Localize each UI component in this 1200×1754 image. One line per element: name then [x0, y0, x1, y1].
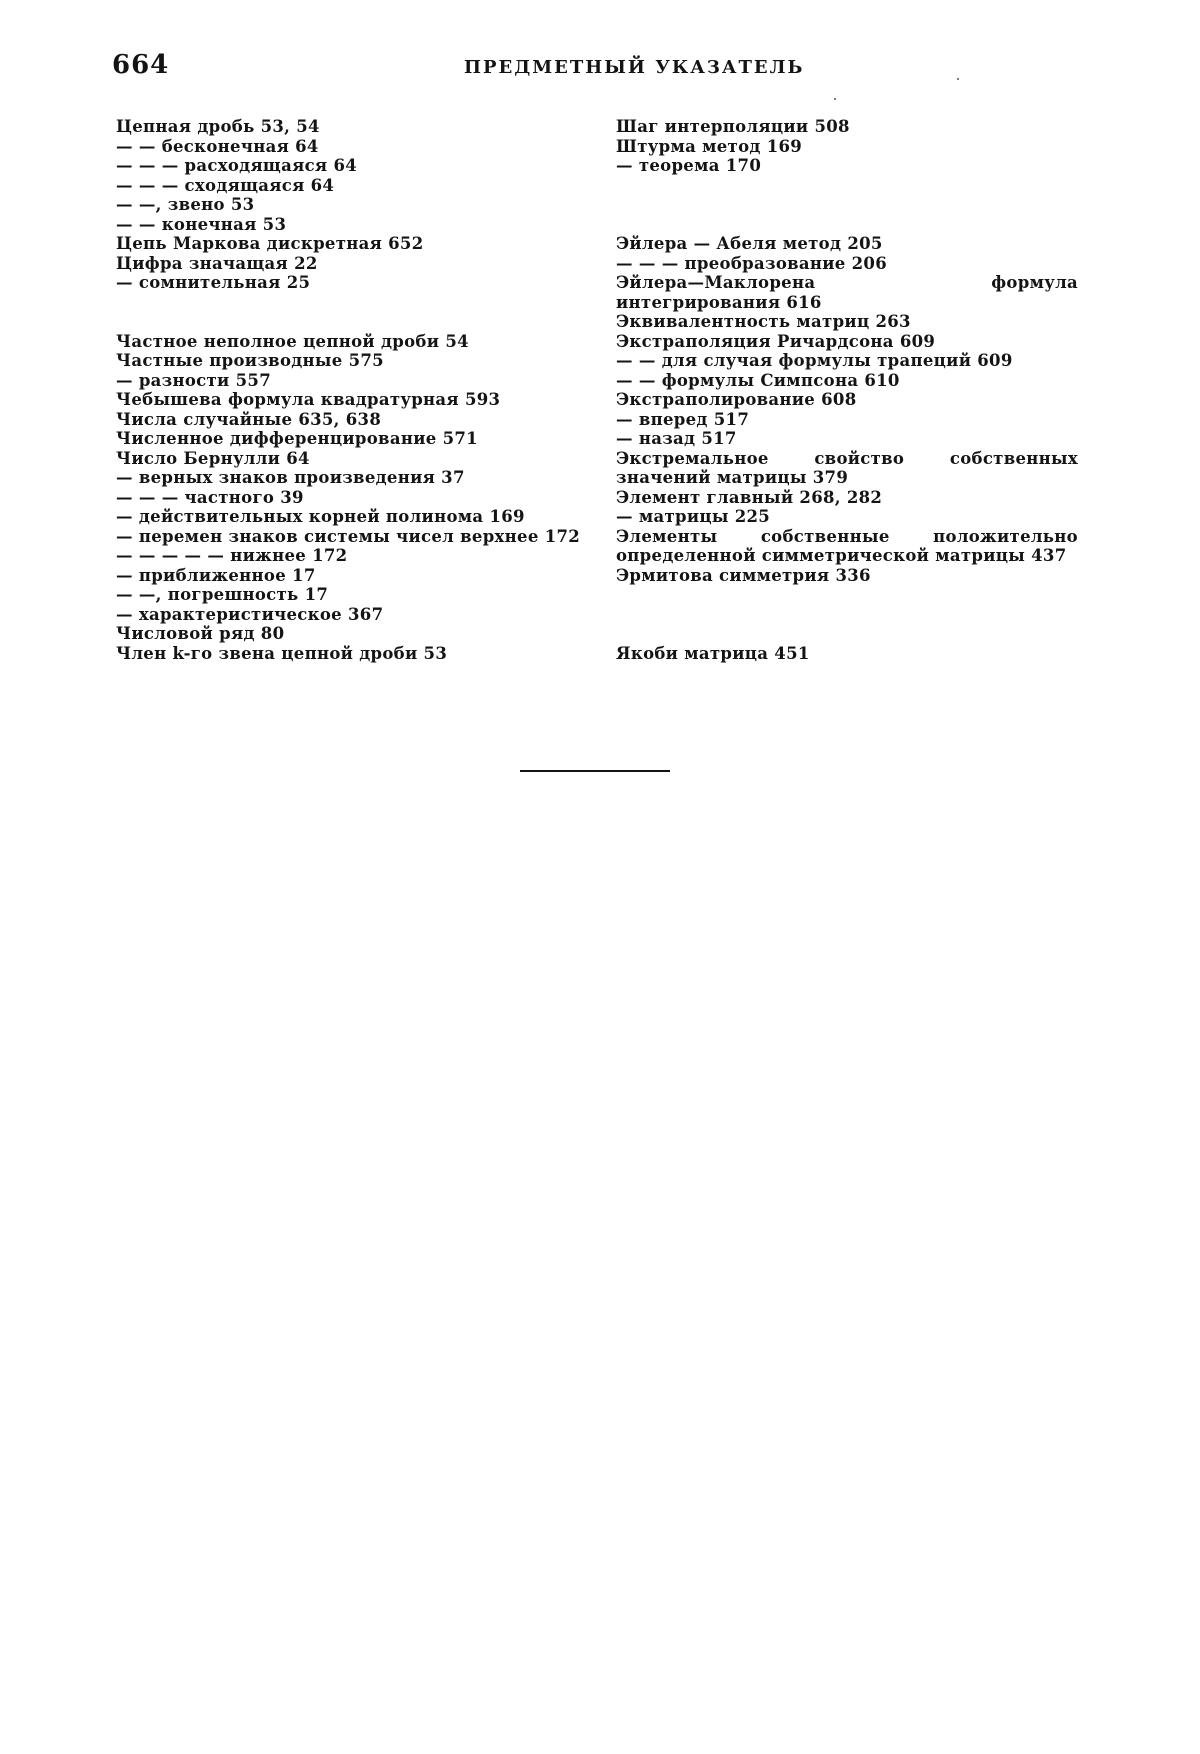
index-entry: Якоби матрица 451 — [616, 643, 810, 663]
index-entry: Эрмитова симметрия 336 — [616, 565, 871, 585]
scan-speck — [957, 78, 959, 80]
index-entry: — разности 557 — [116, 370, 271, 390]
index-entry: — верных знаков произведения 37 — [116, 468, 465, 487]
index-entry: — назад 517 — [616, 429, 737, 448]
index-entry: Численное дифференцирование 571 — [116, 429, 478, 448]
index-entry: — действительных корней полинома 169 — [116, 507, 525, 526]
index-entry: Цифра значащая 22 — [116, 253, 318, 273]
index-entry: Эквивалентность матриц 263 — [616, 312, 911, 331]
index-entry: Числа случайные 635, 638 — [116, 409, 382, 429]
section-gap — [616, 605, 1078, 625]
index-entry: Эйлера—Маклорена формула интегрирования 616 — [616, 273, 1078, 312]
index-entry: Частное неполное цепной дроби 54 — [116, 331, 469, 351]
index-entry: — — конечная 53 — [116, 214, 287, 234]
index-entry: Экстраполяция Ричардсона 609 — [616, 331, 936, 351]
index-entry: Числовой ряд 80 — [116, 624, 285, 643]
index-entry: — — бесконечная 64 — [116, 136, 319, 156]
index-entry: — — для случая формулы трапеций 609 — [616, 351, 1013, 370]
index-entry: — — — преобразование 206 — [616, 253, 887, 273]
index-entry: — теорема 170 — [616, 156, 762, 175]
index-entry: Член k-го звена цепной дроби 53 — [116, 643, 448, 663]
index-column-left — [116, 117, 586, 663]
index-entry: Цепь Маркова дискретная 652 — [116, 234, 424, 253]
index-entry: — характеристическое 367 — [116, 604, 384, 624]
index-entry: Экстраполирование 608 — [616, 390, 857, 409]
index-entry: — сомнительная 25 — [116, 273, 311, 292]
index-entry: Частные производные 575 — [116, 351, 384, 370]
end-rule — [520, 770, 670, 772]
index-entry: — перемен знаков системы чисел верхнее 172 — [116, 526, 581, 546]
section-gap — [116, 293, 586, 332]
index-entry: Экстремальное свойство собственных значений матрицы 379 — [616, 448, 1078, 487]
scan-speck — [834, 98, 836, 100]
section-gap — [616, 585, 1078, 605]
section-gap — [616, 195, 1078, 215]
index-entry: Элементы собственные положительно определенной симметрической матрицы 437 — [616, 526, 1078, 565]
section-gap — [616, 176, 1078, 196]
section-gap — [616, 624, 1078, 644]
index-entry: — приближенное 17 — [116, 565, 316, 585]
index-entry: — —, звено 53 — [116, 195, 255, 214]
index-entry: — вперед 517 — [616, 409, 750, 429]
index-column-right — [616, 117, 1078, 663]
index-entry: — —, погрешность 17 — [116, 585, 329, 604]
index-entry: — — формулы Симпсона 610 — [616, 370, 900, 390]
index-entry: Цепная дробь 53, 54 — [116, 117, 320, 136]
index-entry: — матрицы 225 — [616, 507, 771, 526]
index-entry: — — — частного 39 — [116, 487, 304, 507]
index-entry: Чебышева формула квадратурная 593 — [116, 390, 501, 409]
section-gap — [616, 215, 1078, 235]
index-entry: Число Бернулли 64 — [116, 448, 310, 468]
index-entry: Шаг интерполяции 508 — [616, 117, 850, 136]
index-entry: — — — расходящаяся 64 — [116, 156, 358, 175]
index-entry: Штурма метод 169 — [616, 136, 803, 156]
index-entry: — — — — — нижнее 172 — [116, 546, 348, 565]
index-entry: — — — сходящаяся 64 — [116, 175, 335, 195]
index-entry: Элемент главный 268, 282 — [616, 487, 883, 507]
running-title: ПРЕДМЕТНЫЙ УКАЗАТЕЛЬ — [464, 57, 805, 78]
index-entry: Эйлера — Абеля метод 205 — [616, 234, 883, 253]
page-number: 664 — [112, 50, 170, 80]
